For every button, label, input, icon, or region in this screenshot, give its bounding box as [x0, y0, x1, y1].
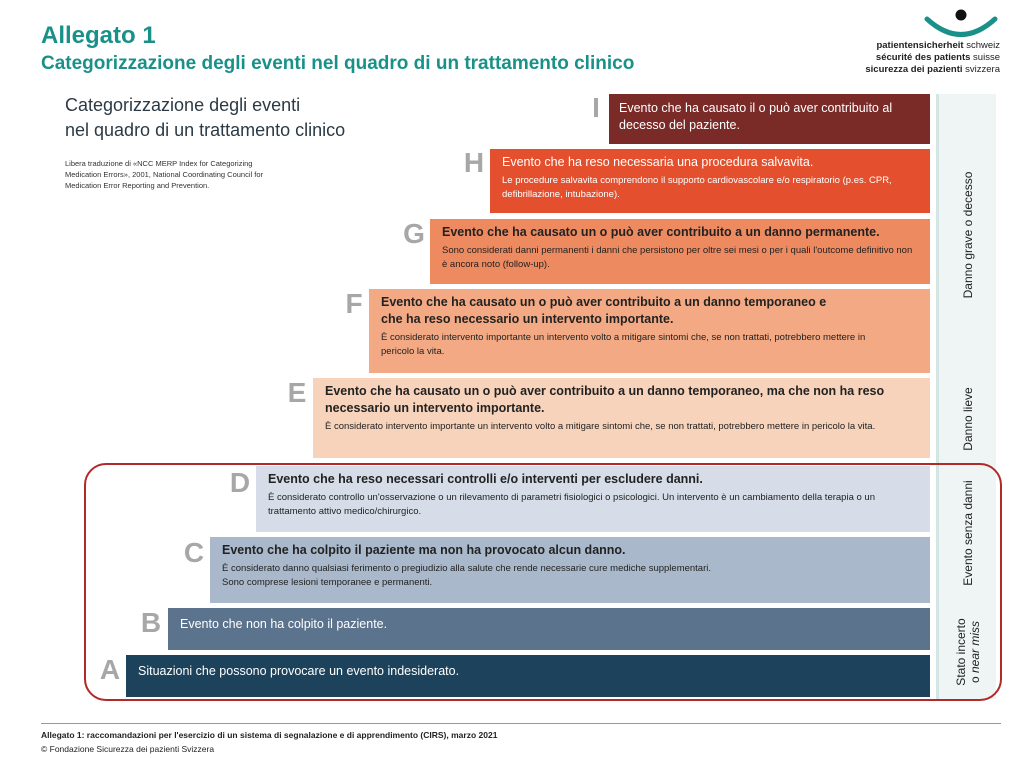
highlight-frame — [84, 463, 1002, 701]
category-lieve-panel — [936, 376, 996, 462]
step-f-title: Evento che ha causato un o può aver contribuito a un danno temporaneo e che ha reso necessario un intervento importante. — [381, 295, 827, 326]
figure-title: Categorizzazione degli eventi nel quadro di un trattamento clinico — [65, 95, 346, 140]
step-h-box — [490, 149, 930, 213]
step-e-desc: È considerato intervento importante un intervento volto a mitigare sintomi che, se non trattati, potrebbero mettere in pericolo la vita. — [325, 421, 876, 432]
step-i-box — [609, 94, 930, 144]
step-c-desc: È considerato danno qualsiasi ferimento o pregiudizio alla salute che rende necessarie cure mediche supplementari. Sono comprese lesioni temporanee e permanenti. — [222, 563, 712, 588]
category-grave-panel — [936, 94, 996, 376]
step-g-letter: G — [403, 218, 425, 249]
step-b-title: Evento che non ha colpito il paziente. — [180, 617, 388, 631]
step-i-letter: I — [592, 92, 600, 123]
footer-citation: Allegato 1: raccomandazioni per l'esercizio di un sistema di segnalazione e di apprendimento (CIRS), marzo 2021 — [41, 730, 498, 740]
category-grave-label: Danno grave o decesso — [960, 171, 975, 299]
logo-mark-icon — [924, 8, 998, 42]
step-b-letter: B — [140, 607, 162, 638]
step-i-title: Evento che ha causato il o può aver contribuito al decesso del paziente. — [619, 101, 893, 132]
step-g-title: Evento che ha causato un o può aver contribuito a un danno permanente. — [442, 225, 880, 239]
page-title: Allegato 1 — [41, 22, 156, 49]
step-f-letter: F — [345, 288, 363, 319]
figure-source-note: Libera traduzione di «NCC MERP Index for Categorizing Medication Errors», 2001, National Coordinating Council for Medication Error Reporting and Prevention. — [65, 159, 264, 190]
step-f-box — [369, 289, 930, 373]
step-c-letter: C — [183, 537, 205, 568]
step-h-title: Evento che ha reso necessaria una procedura salvavita. — [502, 155, 814, 169]
step-a-title: Situazioni che possono provocare un evento indesiderato. — [138, 664, 460, 678]
category-lieve-label: Danno lieve — [960, 387, 975, 451]
step-h-letter: H — [463, 147, 485, 178]
patient-safety-logo — [860, 8, 1000, 74]
step-g-box — [430, 219, 930, 284]
logo-line-it: sicurezza dei pazienti svizzera — [865, 64, 1000, 75]
step-d-letter: D — [229, 467, 251, 498]
logo-line-de: patientensicherheit schweiz — [876, 40, 1000, 51]
step-e-title: Evento che ha causato un o può aver contribuito a un danno temporaneo, ma che non ha reso necessario un intervento importante. — [325, 384, 885, 415]
step-f-desc: È considerato intervento importante un intervento volto a mitigare sintomi che, se non trattati, potrebbero mettere in pericolo la vita. — [381, 332, 866, 357]
footer-copyright: © Fondazione Sicurezza dei pazienti Svizzera — [41, 744, 215, 754]
category-incerto-label: Stato incerto o near miss — [953, 617, 982, 686]
footer-divider — [41, 723, 1001, 724]
step-e-box — [313, 378, 930, 458]
logo-line-fr: sécurité des patients suisse — [875, 52, 1000, 63]
step-d-desc: È considerato controllo un'osservazione o un rilevamento di parametri fisiologici o psicologici. Un intervento è un cambiamento della terapia o un trattamento attivo medico/chirurgico. — [268, 492, 875, 517]
step-e-letter: E — [287, 377, 307, 408]
step-c-title: Evento che ha colpito il paziente ma non ha provocato alcun danno. — [222, 543, 626, 557]
step-h-desc: Le procedure salvavita comprendono il supporto cardiovascolare e/o respiratorio (p.es. CPR, defibrillazione, intubazione). — [502, 175, 892, 200]
page-subtitle: Categorizzazione degli eventi nel quadro di un trattamento clinico — [41, 53, 635, 74]
step-d-title: Evento che ha reso necessari controlli e/o interventi per escludere danni. — [268, 472, 703, 486]
step-a-letter: A — [99, 654, 121, 685]
step-g-desc: Sono considerati danni permanenti i danni che persistono per oltre sei mesi o per i quali l'outcome definitivo non è ancora noto (follow-up). — [442, 245, 913, 270]
category-senza-label: Evento senza danni — [960, 480, 975, 586]
